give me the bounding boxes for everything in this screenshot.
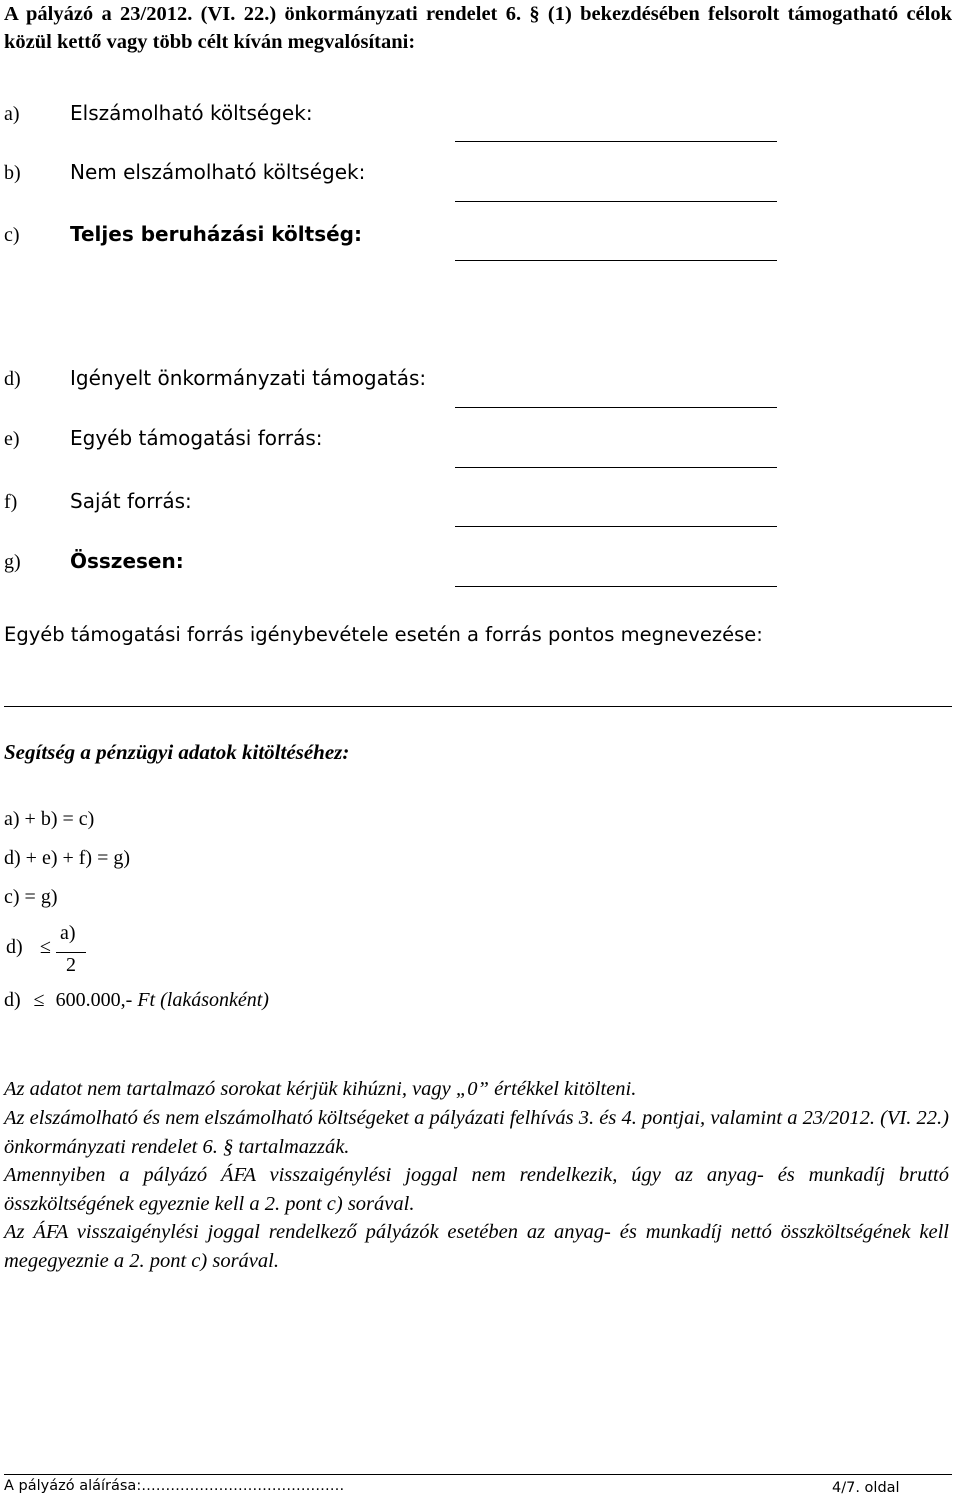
fill-line-c[interactable] (455, 260, 777, 261)
fill-line-e[interactable] (455, 467, 777, 468)
item-letter: g) (4, 551, 21, 573)
note-4: Az ÁFA visszaigénylési joggal rendelkező pályázók esetében az anyag- és munkadíj nettó összköltségének kell megegyeznie a 2. pont c) sorával. (4, 1221, 949, 1272)
item-letter: e) (4, 428, 20, 450)
intro-paragraph: A pályázó a 23/2012. (VI. 22.) önkormányzati rendelet 6. § (1) bekezdésében felsorolt támogatható célok közül kettő vagy több célt kíván megvalósítani: (4, 3, 952, 53)
equation-5 (4, 987, 269, 1013)
item-label: Igényelt önkormányzati támogatás: (70, 366, 427, 390)
item-d (4, 365, 426, 392)
item-g (4, 548, 184, 575)
page-number: 4/7. oldal (832, 1480, 900, 1496)
less-equal-symbol: ≤ (33, 989, 45, 1011)
fill-line-a[interactable] (455, 141, 777, 142)
fill-line-d[interactable] (455, 407, 777, 408)
equation-3: c) = g) (4, 886, 58, 908)
signature-field[interactable]: A pályázó aláírása:…………………………………… (4, 1478, 345, 1494)
other-source-label: Egyéb támogatási forrás igénybevétele esetén a forrás pontos megnevezése: (4, 623, 763, 646)
eq4-lhs: d) (6, 936, 23, 958)
eq5-lhs: d) (4, 989, 21, 1011)
equation-4 (4, 922, 104, 982)
item-label: Összesen: (70, 549, 184, 573)
fill-line-b[interactable] (455, 201, 777, 202)
item-b (4, 159, 365, 186)
note-1: Az adatot nem tartalmazó sorokat kérjük kihúzni, vagy „0” értékkel kitölteni. (4, 1078, 637, 1100)
footer-divider (4, 1474, 952, 1475)
fraction-denominator: 2 (66, 954, 76, 976)
note-3: Amennyiben a pályázó ÁFA visszaigénylési joggal nem rendelkezik, úgy az anyag- és munkadíj bruttó összköltségének egyeznie kell a 2. pont c) sorával. (4, 1164, 949, 1215)
item-c (4, 221, 362, 248)
equation-2: d) + e) + f) = g) (4, 847, 131, 869)
fraction-bar (56, 952, 86, 953)
item-e (4, 425, 323, 452)
item-label: Egyéb támogatási forrás: (70, 426, 323, 450)
item-letter: a) (4, 103, 20, 125)
item-letter: c) (4, 224, 20, 246)
eq5-value: 600.000,- (55, 989, 133, 1011)
eq5-unit: Ft (lakásonként) (137, 989, 269, 1011)
item-label: Teljes beruházási költség: (70, 222, 362, 246)
fraction-numerator: a) (60, 922, 76, 944)
item-letter: b) (4, 162, 21, 184)
fill-line-f[interactable] (455, 526, 777, 527)
item-label: Elszámolható költségek: (70, 101, 313, 125)
less-equal-symbol: ≤ (40, 936, 51, 958)
item-f (4, 488, 192, 515)
item-label: Saját forrás: (70, 489, 192, 513)
equation-1: a) + b) = c) (4, 808, 95, 830)
fill-line-g[interactable] (455, 586, 777, 587)
note-2: Az elszámolható és nem elszámolható költségeket a pályázati felhívás 3. és 4. pontjai, valamint a 23/2012. (VI. 22.) önkormányzati rendelet 6. § tartalmazzák. (4, 1107, 949, 1158)
item-letter: f) (4, 491, 18, 513)
item-a (4, 100, 313, 127)
help-title: Segítség a pénzügyi adatok kitöltéséhez: (4, 740, 350, 764)
item-label: Nem elszámolható költségek: (70, 160, 366, 184)
item-letter: d) (4, 368, 21, 390)
other-source-line[interactable] (4, 706, 952, 707)
